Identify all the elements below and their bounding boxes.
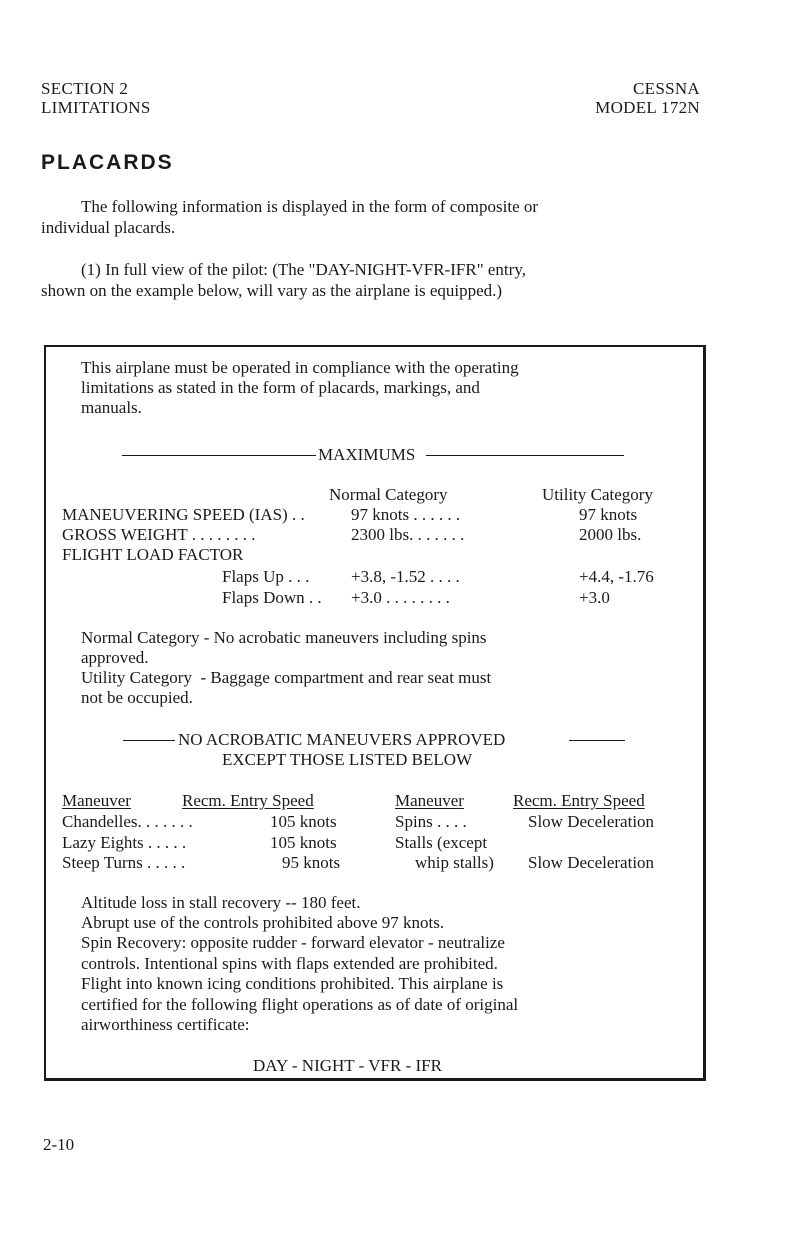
compliance-text: This airplane must be operated in compliance with the operating: [81, 358, 519, 377]
heading-rule: [123, 740, 175, 741]
manufacturer-label: CESSNA: [633, 79, 700, 98]
maneuver-name: Stalls (except: [395, 833, 488, 852]
maneuver-name: Lazy Eights . . . . .: [62, 833, 187, 852]
maneuver-speed: 105 knots: [270, 812, 337, 831]
maneuver-speed: Slow Deceleration: [528, 853, 655, 872]
placard-text-line: Altitude loss in stall recovery -- 180 feet.: [81, 893, 361, 912]
flaps-down-normal: +3.0 . . . . . . . .: [351, 588, 450, 607]
flight-operations: DAY - NIGHT - VFR - IFR: [253, 1056, 442, 1075]
utility-category-note: not be occupied.: [81, 688, 193, 707]
intro-paragraph-line: The following information is displayed in the form of composite or: [81, 197, 539, 216]
heading-rule: [569, 740, 625, 741]
intro-paragraph-line: (1) In full view of the pilot: (The "DAY-NIGHT-VFR-IFR" entry,: [81, 260, 526, 279]
section-label: SECTION 2: [41, 79, 129, 98]
normal-category-note: approved.: [81, 648, 149, 667]
maneuvering-speed-utility: 97 knots: [579, 505, 638, 524]
placard-text-line: controls. Intentional spins with flaps extended are prohibited.: [81, 954, 498, 973]
acrobatic-subheading: EXCEPT THOSE LISTED BELOW: [222, 750, 473, 769]
acrobatic-heading: NO ACROBATIC MANEUVERS APPROVED: [178, 730, 506, 749]
flaps-down-label: Flaps Down . .: [222, 588, 322, 607]
flaps-down-utility: +3.0: [579, 588, 610, 607]
column-header-normal: Normal Category: [329, 485, 448, 504]
placard-text-line: Abrupt use of the controls prohibited above 97 knots.: [81, 913, 445, 932]
compliance-text: manuals.: [81, 398, 142, 417]
section-subtitle: LIMITATIONS: [41, 98, 151, 117]
placard-text-line: Spin Recovery: opposite rudder - forward elevator - neutralize: [81, 933, 505, 952]
entry-speed-column-header: Recm. Entry Speed: [513, 791, 645, 810]
placard-text-line: airworthiness certificate:: [81, 1015, 250, 1034]
column-header-utility: Utility Category: [542, 485, 653, 504]
entry-speed-column-header: Recm. Entry Speed: [182, 791, 314, 810]
model-label: MODEL 172N: [595, 98, 700, 117]
flaps-up-normal: +3.8, -1.52 . . . .: [351, 567, 460, 586]
page-title: PLACARDS: [41, 151, 174, 174]
page-number: 2-10: [43, 1135, 75, 1154]
intro-paragraph-line: shown on the example below, will vary as the airplane is equipped.): [41, 281, 503, 300]
maneuver-name: Chandelles. . . . . . .: [62, 812, 193, 831]
maneuver-speed: 95 knots: [282, 853, 341, 872]
maneuver-column-header: Maneuver: [395, 791, 464, 810]
maneuvering-speed-label: MANEUVERING SPEED (IAS) . .: [62, 505, 305, 524]
maneuver-column-header: Maneuver: [62, 791, 131, 810]
normal-category-note: Normal Category - No acrobatic maneuvers including spins: [81, 628, 487, 647]
maneuver-name: Spins . . . .: [395, 812, 467, 831]
flaps-up-label: Flaps Up . . .: [222, 567, 310, 586]
maneuver-speed: Slow Deceleration: [528, 812, 655, 831]
maneuver-name: whip stalls): [415, 853, 494, 872]
maneuver-name: Steep Turns . . . . .: [62, 853, 186, 872]
intro-paragraph-line: individual placards.: [41, 218, 176, 237]
heading-rule: [122, 455, 316, 456]
gross-weight-normal: 2300 lbs. . . . . . .: [351, 525, 465, 544]
utility-category-note: Utility Category - Baggage compartment and rear seat must: [81, 668, 492, 687]
placard-text-line: certified for the following flight operations as of date of original: [81, 995, 519, 1014]
maximums-heading: MAXIMUMS: [318, 445, 416, 464]
placard-text-line: Flight into known icing conditions prohibited. This airplane is: [81, 974, 504, 993]
maneuvering-speed-normal: 97 knots . . . . . .: [351, 505, 461, 524]
flight-load-factor-label: FLIGHT LOAD FACTOR: [62, 545, 244, 564]
compliance-text: limitations as stated in the form of placards, markings, and: [81, 378, 480, 397]
heading-rule: [426, 455, 624, 456]
maneuver-speed: 105 knots: [270, 833, 337, 852]
flaps-up-utility: +4.4, -1.76: [579, 567, 654, 586]
gross-weight-label: GROSS WEIGHT . . . . . . . .: [62, 525, 256, 544]
gross-weight-utility: 2000 lbs.: [579, 525, 642, 544]
